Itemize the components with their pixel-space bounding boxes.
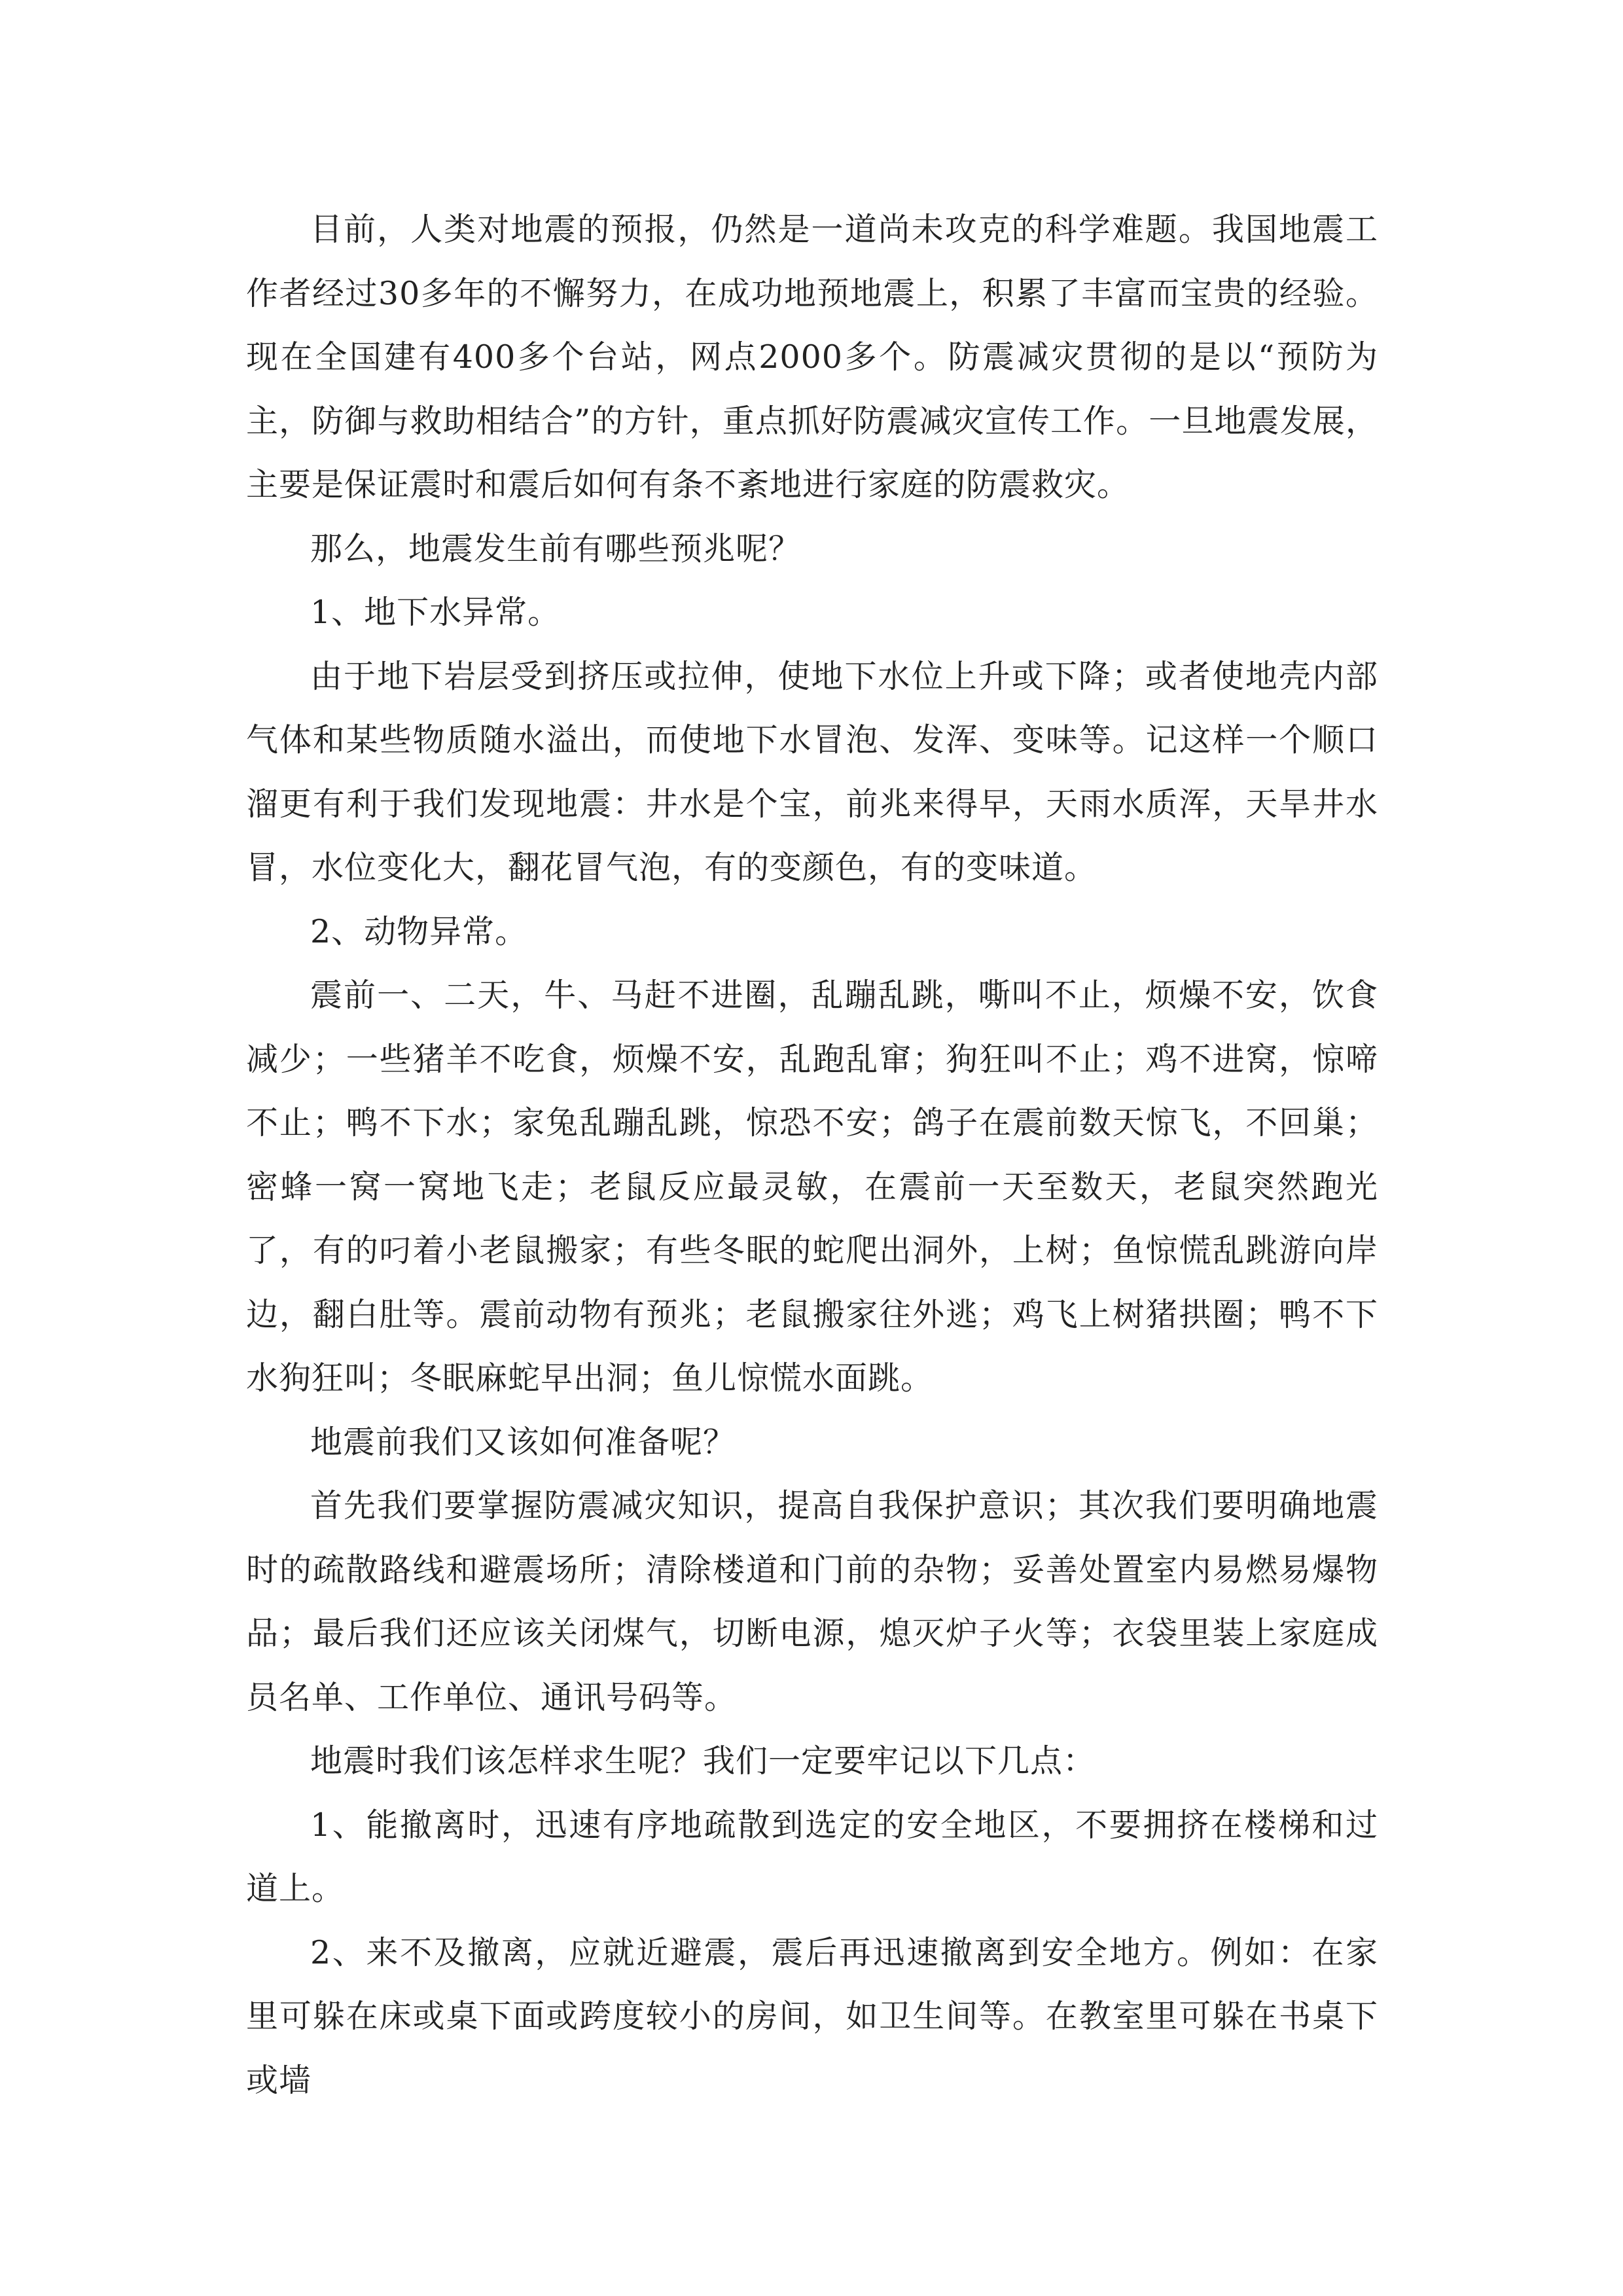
paragraph: 目前，人类对地震的预报，仍然是一道尚未攻克的科学难题。我国地震工作者经过30多年的不懈努力，在成功地预地震上，积累了丰富而宝贵的经验。现在全国建有400多个台站，网点2000多个。防震减灾贯彻的是以“预防为主，防御与救助相结合”的方针，重点抓好防震减灾宣传工作。一旦地震发展，主要是保证震时和震后如何有条不紊地进行家庭的防震救灾。 <box>246 211 1378 503</box>
paragraph: 2、来不及撤离，应就近避震，震后再迅速撤离到安全地方。例如：在家里可躲在床或桌下面或跨度较小的房间，如卫生间等。在教室里可躲在书桌下或墙 <box>246 1933 1378 2099</box>
paragraph: 1、能撤离时，迅速有序地疏散到选定的安全地区，不要拥挤在楼梯和过道上。 <box>246 1806 1378 1907</box>
paragraph: 首先我们要掌握防震减灾知识，提高自我保护意识；其次我们要明确地震时的疏散路线和避震场所；清除楼道和门前的杂物；妥善处置室内易燃易爆物品；最后我们还应该关闭煤气，切断电源，熄灭炉子火等；衣袋里装上家庭成员名单、工作单位、通讯号码等。 <box>246 1487 1378 1716</box>
paragraph: 震前一、二天，牛、马赶不进圈，乱蹦乱跳，嘶叫不止，烦燥不安，饮食减少；一些猪羊不吃食，烦燥不安，乱跑乱窜；狗狂叫不止；鸡不进窝，惊啼不止；鸭不下水；家兔乱蹦乱跳，惊恐不安；鸽子在震前数天惊飞，不回巢；密蜂一窝一窝地飞走；老鼠反应最灵敏，在震前一天至数天，老鼠突然跑光了，有的叼着小老鼠搬家；有些冬眠的蛇爬出洞外，上树；鱼惊慌乱跳游向岸边，翻白肚等。震前动物有预兆；老鼠搬家往外逃；鸡飞上树猪拱圈；鸭不下水狗狂叫；冬眠麻蛇早出洞；鱼儿惊慌水面跳。 <box>246 977 1378 1397</box>
paragraph: 那么，地震发生前有哪些预兆呢？ <box>310 529 802 567</box>
document-body <box>246 198 1378 2112</box>
paragraph: 2、动物异常。 <box>310 912 528 950</box>
paragraph: 由于地下岩层受到挤压或拉伸，使地下水位上升或下降；或者使地壳内部气体和某些物质随水溢出，而使地下水冒泡、发浑、变味等。记这样一个顺口溜更有利于我们发现地震：井水是个宝，前兆来得早，天雨水质浑，天旱井水冒，水位变化大，翻花冒气泡，有的变颜色，有的变味道。 <box>246 657 1378 886</box>
paragraph: 1、地下水异常。 <box>310 594 561 631</box>
paragraph: 地震前我们又该如何准备呢？ <box>310 1423 736 1461</box>
paragraph: 地震时我们该怎样求生呢？我们一定要牢记以下几点： <box>310 1742 1096 1780</box>
